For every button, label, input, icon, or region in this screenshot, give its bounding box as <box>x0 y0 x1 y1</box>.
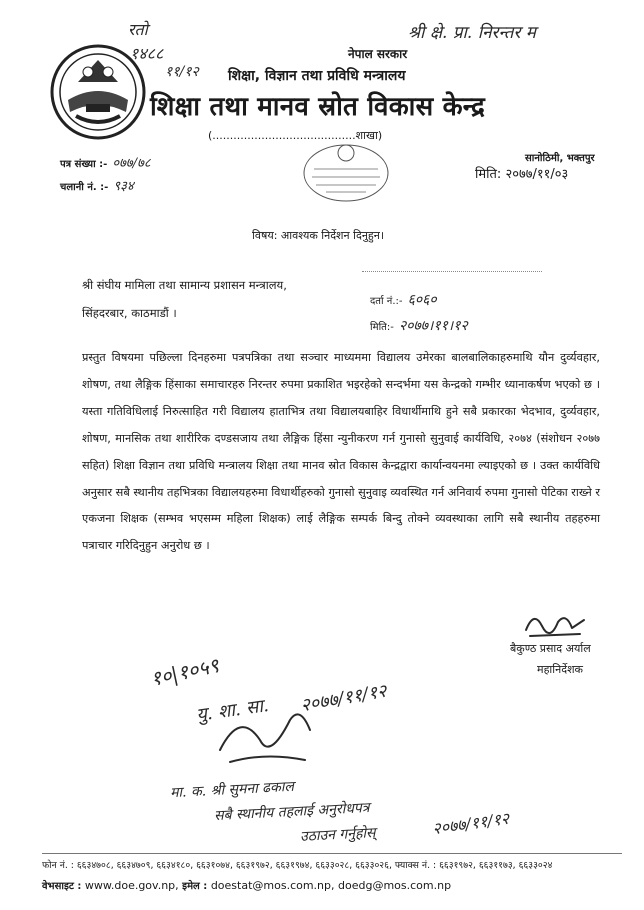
received-number-label: दर्ता नं.:- <box>370 296 403 307</box>
email-label: इमेल : <box>182 881 208 892</box>
letter-body: प्रस्तुत विषयमा पछिल्ला दिनहरुमा पत्रपत्रिका तथा सञ्चार माध्यममा विद्यालय उमेरका बालबालिकाहरुमाथि यौन दुर्व्यवहार, शोषण, तथा लैङ्गिक हिंसाका समाचारहरु निरन्तर रुपमा प्रकाशित भइरहेको सन्दर्भमा यस केन्द्रको गम्भीर ध्यानाकर्षण भएको छ । यस्ता गतिविधिलाई निरुत्साहित गरी विद्यालय हाताभित्र तथा विद्यालयबाहिर विधार्थीमाथि हुने सबै प्रकारका भेदभाव, दुर्व्यवहार, शोषण, मानसिक तथा शारीरिक दण्डसजाय तथा लैङ्गिक हिंसा न्युनीकरण गर्न गुनासो सुनुवाई कार्यविधि, २०७४ (संशोधन २०७७ सहित) शिक्षा विज्ञान तथा प्रविधि मन्त्रालय शिक्षा तथा मानव स्रोत विकास केन्द्रद्वारा कार्यान्वयनमा ल्याइएको छ । उक्त कार्यविधि अनुसार सबै स्थानीय तहभित्रका विद्यालयहरुमा विधार्थीहरुको गुनासो सुनुवाइ व्यवस्थित गर्न अनिवार्य रुपमा गुनासो पेटिका राख्ने र एकजना शिक्षक (सम्भव भएसम्म महिला शिक्षक) लाई लैङ्गिक सम्पर्क बिन्दु तोक्ने व्यवस्थाका लागि सबै स्थानीय तहहरुमा पत्राचार गरिदिनुहुन अनुरोध छ । <box>82 351 600 553</box>
signature-icon <box>520 606 590 642</box>
date-label: मिति: <box>475 167 502 182</box>
ministry-name: शिक्षा, विज्ञान तथा प्रविधि मन्त्रालय <box>228 68 406 84</box>
handwritten-note-7: २०७७/११/१२ <box>431 808 511 839</box>
signatory-title: महानिर्देशक <box>537 663 583 676</box>
letter-number-label: पत्र संख्या :- <box>60 159 108 170</box>
handwritten-note-a: रतो <box>128 20 148 39</box>
recipient-line-2: सिंहदरबार, काठमाडौं । <box>82 306 177 320</box>
received-date-row <box>370 315 468 335</box>
received-number-value: ६०६० <box>407 292 437 308</box>
footer-divider <box>42 853 622 854</box>
office-stamp-icon <box>302 139 390 203</box>
handwritten-note-3: २०७७/११/१२ <box>298 680 389 717</box>
signatory-name: बैकुण्ठ प्रसाद अर्याल <box>510 642 591 655</box>
dispatch-number-label: चलानी नं. :- <box>60 182 109 193</box>
letter-number-row <box>60 152 151 171</box>
footer-phone-line: फोन नं. : ६६३४७०८, ६६३४७०९, ६६३४१८०, ६६३१०७४, ६६३१९७२, ६६३१९७४, ६६३३०२८, ६६३३०२६, फ्याक्स नं. : ६६३१९७२, ६६३११७३, ६६३३०२४ <box>42 860 553 871</box>
government-name: नेपाल सरकार <box>348 47 408 61</box>
letter-number-value: ०७७/७८ <box>112 156 151 171</box>
website-link[interactable]: www.doe.gov.np, <box>84 879 179 892</box>
letter-subject: विषय: आवश्यक निर्देशन दिनुहुन। <box>252 229 385 242</box>
handwritten-note-6: उठाउन गर्नुहोस् <box>299 825 376 845</box>
handwritten-note-5: सबै स्थानीय तहलाई अनुरोधपत्र <box>213 799 370 825</box>
date-value: २०७७/११/०३ <box>505 167 569 182</box>
receiving-stamp <box>360 271 560 341</box>
email-link[interactable]: doestat@mos.com.np, doedg@mos.com.np <box>210 879 452 892</box>
received-date-label: मिति:- <box>370 322 394 333</box>
received-number-row <box>370 289 437 309</box>
recipient-line-1: श्री संघीय मामिला तथा सामान्य प्रशासन मन्त्रालय, <box>82 278 287 292</box>
handwritten-note-b: १४८८ <box>130 44 164 63</box>
handwritten-note-2: यु. शा. सा. <box>194 695 270 726</box>
handwritten-note-4: मा. क. श्री सुमना ढकाल <box>169 778 295 802</box>
handwritten-note-right: श्री क्षे. प्रा. निरन्तर म <box>408 23 536 43</box>
website-label: वेभसाइट : <box>42 881 82 892</box>
office-location: सानोठिमी, भक्तपुर <box>525 153 595 164</box>
handwritten-note-1: १०|१०५९ <box>148 653 221 691</box>
dispatch-number-row <box>60 175 134 194</box>
handwritten-flourish-icon <box>210 700 320 770</box>
footer-contact-line <box>42 878 451 892</box>
branch-line: (.........................................शाखा) <box>208 129 383 142</box>
office-name: शिक्षा तथा मानव स्रोत विकास केन्द्र <box>150 92 486 122</box>
received-date-value: २०७७।११।१२ <box>398 318 468 334</box>
dispatch-number-value: ९३४ <box>113 179 134 194</box>
letter-date <box>475 164 568 182</box>
handwritten-note-c: ११/१२ <box>165 64 199 80</box>
stamp-top-rule <box>362 271 542 273</box>
